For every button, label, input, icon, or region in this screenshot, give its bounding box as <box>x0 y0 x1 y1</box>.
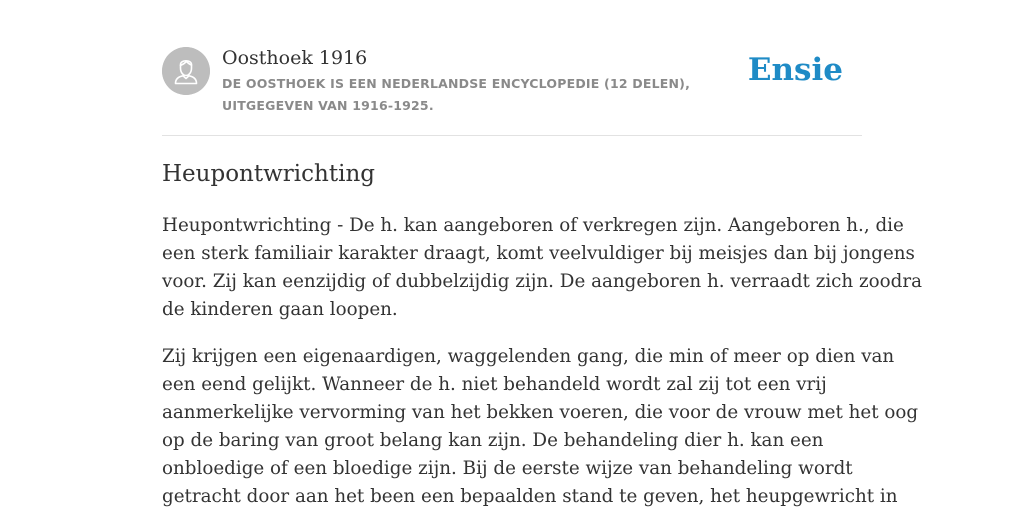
article-body <box>162 212 922 512</box>
source-name[interactable]: Oosthoek 1916 <box>222 47 368 69</box>
paragraph-line: een sterk familiair karakter draagt, komt veelvuldiger bij meisjes dan bij jongens <box>162 243 915 264</box>
paragraph-line: de kinderen gaan loopen. <box>162 299 398 320</box>
source-header <box>162 46 862 116</box>
paragraph-line: voor. Zij kan eenzijdig of dubbelzijdig zijn. De aangeboren h. verraadt zich zoodra <box>162 271 922 292</box>
article-paragraph <box>162 212 922 324</box>
paragraph-line: onbloedige of een bloedige zijn. Bij de eerste wijze van behandeling wordt <box>162 458 853 479</box>
article-paragraph <box>162 343 919 511</box>
paragraph-line: op de baring van groot belang kan zijn. De behandeling dier h. kan een <box>162 430 824 451</box>
header-divider <box>162 135 862 136</box>
paragraph-line: Heupontwrichting - De h. kan aangeboren of verkregen zijn. Aangeboren h., die <box>162 215 904 236</box>
paragraph-line: Zij krijgen een eigenaardigen, waggelenden gang, die min of meer op dien van <box>162 346 895 367</box>
ensie-logo-link[interactable]: Ensie <box>747 52 843 88</box>
article-title: Heupontwrichting <box>162 161 375 187</box>
user-avatar-icon[interactable] <box>162 47 210 95</box>
paragraph-line: getracht door aan het been een bepaalden stand te geven, het heupgewricht in <box>162 486 898 507</box>
paragraph-line: een eend gelijkt. Wanneer de h. niet behandeld wordt zal zij tot een vrij <box>162 374 827 395</box>
source-description: DE OOSTHOEK IS EEN NEDERLANDSE ENCYCLOPEDIE (12 DELEN), UITGEGEVEN VAN 1916-1925. <box>222 76 691 113</box>
paragraph-line: aanmerkelijke vervorming van het bekken voeren, die voor de vrouw met het oog <box>162 402 919 423</box>
